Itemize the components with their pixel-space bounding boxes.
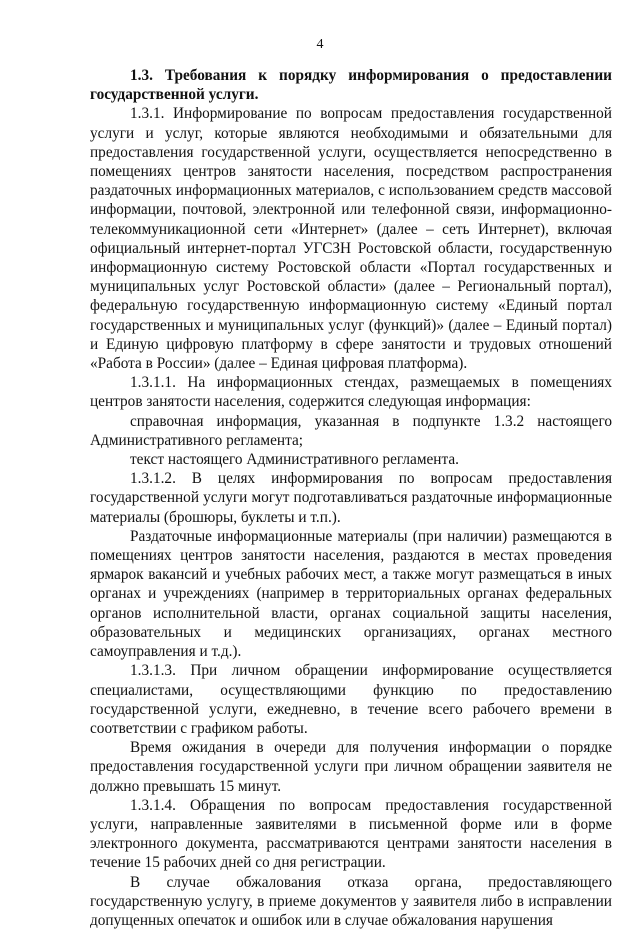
paragraph: В случае обжалования отказа органа, предоставляющего государственную услугу, в приеме документов у заявителя либо в исправлении допущенных опечаток и ошибок или в случае обжалования нарушения <box>90 873 612 929</box>
paragraph: 1.3.1.4. Обращения по вопросам предоставления государственной услуги, направленные заявителями в письменной форме или в форме электронного документа, рассматриваются центрами занятости населения в течение 15 рабочих дней со дня регистрации. <box>90 796 612 872</box>
paragraph: 1.3.1.1. На информационных стендах, размещаемых в помещениях центров занятости населения, содержится следующая информация: <box>90 374 612 411</box>
page-number: 4 <box>316 37 324 52</box>
paragraph: 1.3.1.3. При личном обращении информирование осуществляется специалистами, осуществляющими функцию по предоставлению государственной услуги, ежедневно, в течение всего рабочего времени в соответствии с графиком работы. <box>90 662 612 737</box>
section-heading: 1.3. Требования к порядку информирования о предоставлении государственной услуги. <box>90 67 612 104</box>
paragraph: 1.3.1.2. В целях информирования по вопросам предоставления государственной услуги могут подготавливаться раздаточные информационные материалы (брошюры, буклеты и т.п.). <box>90 470 612 526</box>
paragraph: Время ожидания в очереди для получения информации о порядке предоставления государственной услуги при личном обращении заявителя не должно превышать 15 минут. <box>90 739 612 795</box>
document-body <box>90 66 612 930</box>
paragraph: справочная информация, указанная в подпункте 1.3.2 настоящего Административного регламента; <box>90 412 612 449</box>
paragraph: 1.3.1. Информирование по вопросам предоставления государственной услуги и услуг, которые являются необходимыми и обязательными для предоставления государственной услуги, осуществляется непосредственно в помещениях центров занятости населения, посредством распространения раздаточных информационных материалов, с использованием средств массовой информации, почтовой, электронной или телефонной связи, информационно-телекоммуникационной сети «Интернет» (далее – сеть Интернет), включая официальный интернет-портал УГСЗН Ростовской области, государственную информационную систему Ростовской области «Портал государственных и муниципальных услуг Ростовской области» (далее – Региональный портал), федеральную государственную информационную систему «Единый портал государственных и муниципальных услуг (функций)» (далее – Единый портал) и Единую цифровую платформу в сфере занятости и трудовых отношений «Работа в России» (далее – Единая цифровая платформа). <box>90 105 612 373</box>
paragraph: текст настоящего Административного регламента. <box>130 451 459 469</box>
paragraph: Раздаточные информационные материалы (при наличии) размещаются в помещениях центров занятости населения, раздаются в местах проведения ярмарок вакансий и учебных рабочих мест, а также могут размещаться в иных органах и учреждениях (например в территориальных органах федеральных органов исполнительной власти, органах социальной защиты населения, образовательных и медицинских организациях, органах местного самоуправления и т.д.). <box>90 527 612 661</box>
